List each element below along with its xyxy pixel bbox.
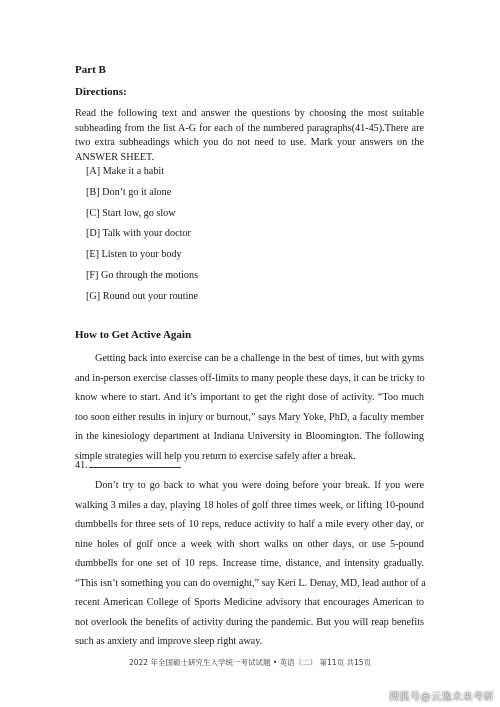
- page-footer: 2022 年全国硕士研究生入学统一考试试题 • 英语（二） 第11页 共15页: [128, 658, 372, 667]
- question-41: [75, 457, 181, 473]
- para41-line: walking 3 miles a day, playing 18 holes of golf three times week, or lifting 10-pound: [75, 499, 424, 511]
- options-list: [86, 166, 198, 312]
- intro-line: and in-person exercise classes off-limits to many people these days, it can be tricky to: [75, 372, 425, 384]
- article-title: How to Get Active Again: [75, 329, 192, 341]
- directions-label: Directions:: [75, 86, 127, 98]
- intro-paragraph: [75, 349, 424, 466]
- option-a: [A] Make it a habit: [86, 166, 165, 177]
- option-c: [C] Start low, go slow: [86, 207, 176, 219]
- para41-line: dumbbells for one set of 10 reps. Increase time, distance, and intensity gradually.: [75, 558, 424, 569]
- para41-line: such as anxiety and improve sleep right away.: [75, 636, 263, 647]
- paragraph-41: [75, 476, 424, 652]
- option-f: [F] Go through the motions: [86, 269, 199, 281]
- part-title: Part B: [75, 64, 106, 76]
- para41-line: Don’t try to go back to what you were doing before your break. If you were: [95, 480, 424, 491]
- option-e: [E] Listen to your body: [86, 249, 182, 261]
- directions-text: Read the following text and answer the questions by choosing the most suitable subheading from the list A-G for each of the numbered paragraphs(41-45).There are two extra subheadings which you do not need to use. Mark your answers on the ANSWER SHEET.: [75, 108, 424, 163]
- para41-line: “This isn’t something you can do overnight,” say Keri L. Denay, MD, lead author of a: [75, 577, 426, 589]
- intro-line: simple strategies will help you return to exercise safely after a break.: [75, 450, 356, 462]
- intro-line: Getting back into exercise can be a challenge in the best of times, but with gyms: [95, 353, 424, 364]
- intro-line: know where to start. And it’s important to get the right dose of activity. “Too much: [75, 392, 424, 403]
- intro-line: in the kinesiology department at Indiana University in Bloomington. The following: [75, 431, 424, 442]
- option-b: [B] Don’t go it alone: [86, 186, 172, 198]
- para41-line: not overlook the benefits of activity during the pandemic. But you will reap benefits: [75, 616, 424, 628]
- para41-line: recent American College of Sports Medicine advisory that encourages American to: [75, 597, 424, 608]
- para41-line: dumbbells for three sets of 10 reps, reduce activity to half a mile every other day, or: [75, 519, 424, 530]
- answer-blank: [89, 457, 181, 468]
- option-d: [D] Talk with your doctor: [86, 228, 191, 240]
- option-g: [G] Round out your routine: [86, 290, 199, 302]
- watermark: 搜狐号@云逸未来考研: [389, 692, 494, 703]
- intro-line: too soon either results in injury or burnout,” says Mary Yoke, PhD, a faculty member: [75, 411, 424, 423]
- question-number: 41.: [75, 460, 88, 471]
- para41-line: nine holes of golf once a week with short walks on other days, or use 5-pound: [75, 538, 424, 550]
